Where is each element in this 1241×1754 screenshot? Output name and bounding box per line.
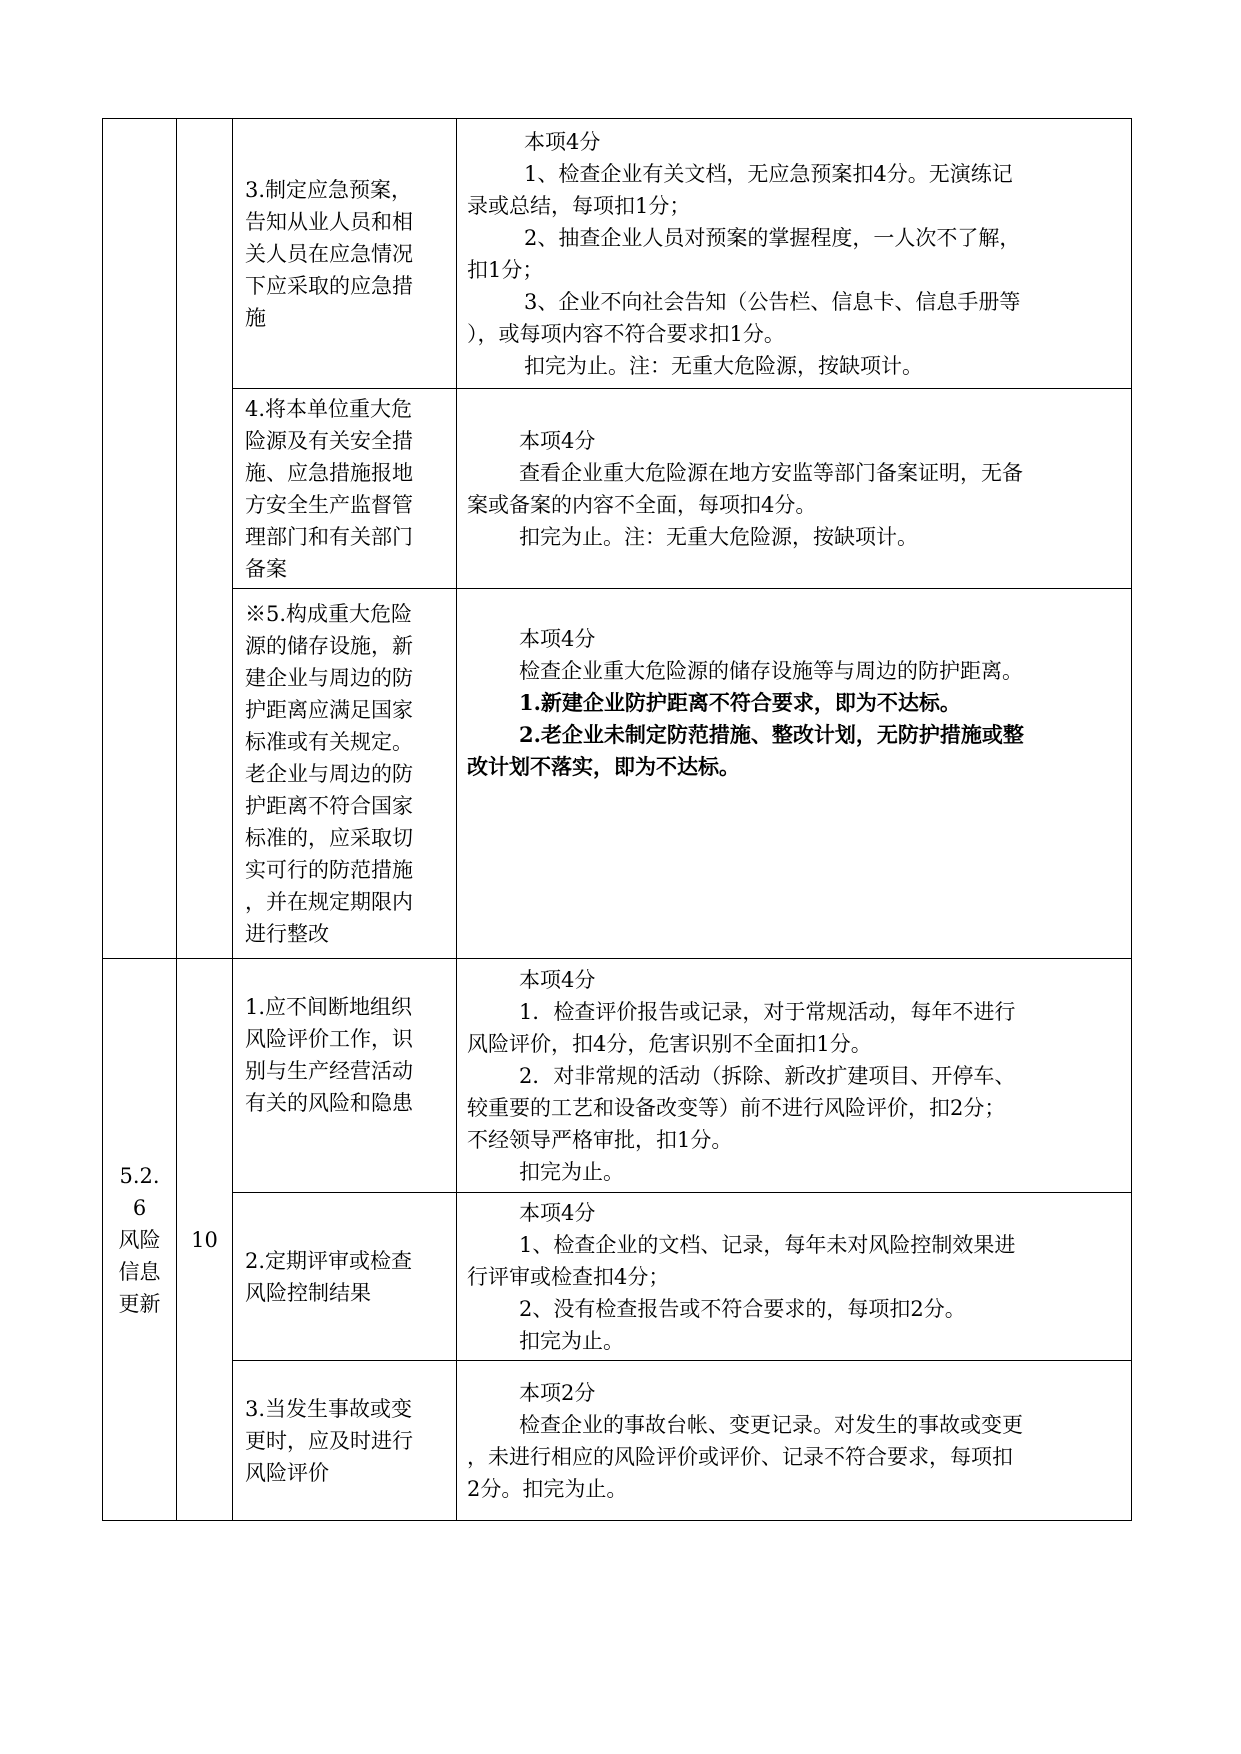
method-line: 检查企业重大危险源的储存设施等与周边的防护距离。 [519,659,1023,683]
requirement-cell [233,959,457,1193]
method-cell [457,119,1132,389]
evaluation-table [102,118,1132,1521]
table-row [103,589,1132,959]
method-line: 2分。扣完为止。 [467,1476,628,1501]
method-cell [457,389,1132,589]
requirement-cell [233,389,457,589]
method-line: 案或备案的内容不全面，每项扣4分。 [467,492,817,517]
text-line: 信息 [118,1259,161,1284]
text-line: ※5.构成重大危险 [245,601,413,626]
text-line: 2.定期评审或检查 [245,1248,413,1273]
text-line: 标准的，应采取切 [245,825,413,850]
text-line: 源的储存设施，新 [245,633,413,658]
method-cell [457,1193,1132,1361]
text-line: ，并在规定期限内 [245,889,413,914]
text-line: 3.制定应急预案， [245,177,413,202]
method-cell [457,959,1132,1193]
text-line: 1.应不间断地组织 [245,995,413,1019]
method-line: 本项4分 [519,967,596,992]
text-line: 3.当发生事故或变 [245,1396,413,1421]
document-page [102,118,1132,1521]
method-line: 1、检查企业的文档、记录，每年未对风险控制效果进 [519,1232,1016,1257]
method-line: 2．对非常规的活动（拆除、新改扩建项目、开停车、 [519,1063,1016,1088]
method-line: 3、企业不向社会告知（公告栏、信息卡、信息手册等 [524,289,1021,314]
method-line: ），或每项内容不符合要求扣1分。 [467,321,785,346]
method-line: 1、检查企业有关文档，无应急预案扣4分。无演练记 [524,161,1013,186]
method-line: 检查企业的事故台帐、变更记录。对发生的事故或变更 [519,1412,1023,1437]
text-line: 风险评价工作，识 [245,1027,413,1051]
method-line: 本项2分 [519,1380,596,1405]
text-line: 施 [245,305,266,330]
text-line: 护距离应满足国家 [245,697,413,722]
text-line: 更新 [118,1291,161,1316]
text-line: 下应采取的应急措 [245,273,413,298]
text-line: 方安全生产监督管 [245,492,413,517]
method-line: 1.新建企业防护距离不符合要求，即为不达标。 [519,690,961,715]
method-line: 行评审或检查扣4分； [467,1264,670,1289]
method-line: 扣完为止。注：无重大危险源，按缺项计。 [524,353,923,378]
method-line: 扣1分； [467,257,544,282]
text-line: 6 [132,1195,147,1220]
method-line: 扣完为止。注：无重大危险源，按缺项计。 [519,524,918,549]
text-line: 进行整改 [245,921,329,946]
text-line: 5.2. [119,1163,160,1188]
text-line: 风险 [118,1227,161,1252]
table-row [103,959,1132,1193]
text-line: 告知从业人员和相 [245,209,413,234]
table-row [103,1361,1132,1521]
method-line: 2.老企业未制定防范措施、整改计划，无防护措施或整 [519,722,1024,747]
method-line: 查看企业重大危险源在地方安监等部门备案证明，无备 [519,460,1023,485]
method-line: 风险评价，扣4分，危害识别不全面扣1分。 [467,1031,872,1056]
text-line: 险源及有关安全措 [245,428,413,453]
method-line: ，未进行相应的风险评价或评价、记录不符合要求，每项扣 [467,1444,1013,1469]
requirement-cell [233,589,457,959]
text-line: 老企业与周边的防 [245,761,413,786]
table-row [103,1193,1132,1361]
text-line: 风险控制结果 [245,1280,371,1305]
method-line: 录或总结，每项扣1分； [467,193,691,218]
text-line: 别与生产经营活动 [245,1059,413,1083]
method-line: 扣完为止。 [519,1159,624,1184]
method-cell [457,1361,1132,1521]
text-line: 风险评价 [245,1460,329,1485]
requirement-cell [233,119,457,389]
requirement-cell [233,1193,457,1361]
method-line: 2、抽查企业人员对预案的掌握程度，一人次不了解， [524,225,1021,250]
method-line: 不经领导严格审批，扣1分。 [467,1127,733,1152]
text-line: 理部门和有关部门 [245,524,413,549]
method-line: 改计划不落实，即为不达标。 [467,754,740,779]
method-line: 本项4分 [519,428,596,453]
text-line: 备案 [245,556,287,581]
requirement-cell [233,1361,457,1521]
method-line: 本项4分 [519,627,596,651]
table-row [103,389,1132,589]
text-line: 4.将本单位重大危 [245,396,413,421]
method-line: 扣完为止。 [519,1328,624,1353]
text-line: 更时，应及时进行 [245,1428,413,1453]
method-cell [457,589,1132,959]
category-cell [103,959,177,1521]
table-row [103,119,1132,389]
method-line: 1．检查评价报告或记录，对于常规活动，每年不进行 [519,999,1016,1024]
text-line: 有关的风险和隐患 [245,1091,413,1115]
text-line: 护距离不符合国家 [245,793,413,818]
method-line: 2、没有检查报告或不符合要求的，每项扣2分。 [519,1296,966,1321]
text-line: 实可行的防范措施 [245,857,413,882]
method-line: 本项4分 [519,1200,596,1225]
text-line: 施、应急措施报地 [245,460,413,485]
score-cell-continued [177,119,233,959]
text-line: 标准或有关规定。 [245,729,413,754]
category-cell-continued [103,119,177,959]
method-line: 较重要的工艺和设备改变等）前不进行风险评价，扣2分； [467,1095,1006,1120]
text-line: 关人员在应急情况 [245,241,413,266]
method-line: 本项4分 [524,129,601,154]
score-cell: 10 [177,959,233,1521]
text-line: 建企业与周边的防 [245,665,413,690]
